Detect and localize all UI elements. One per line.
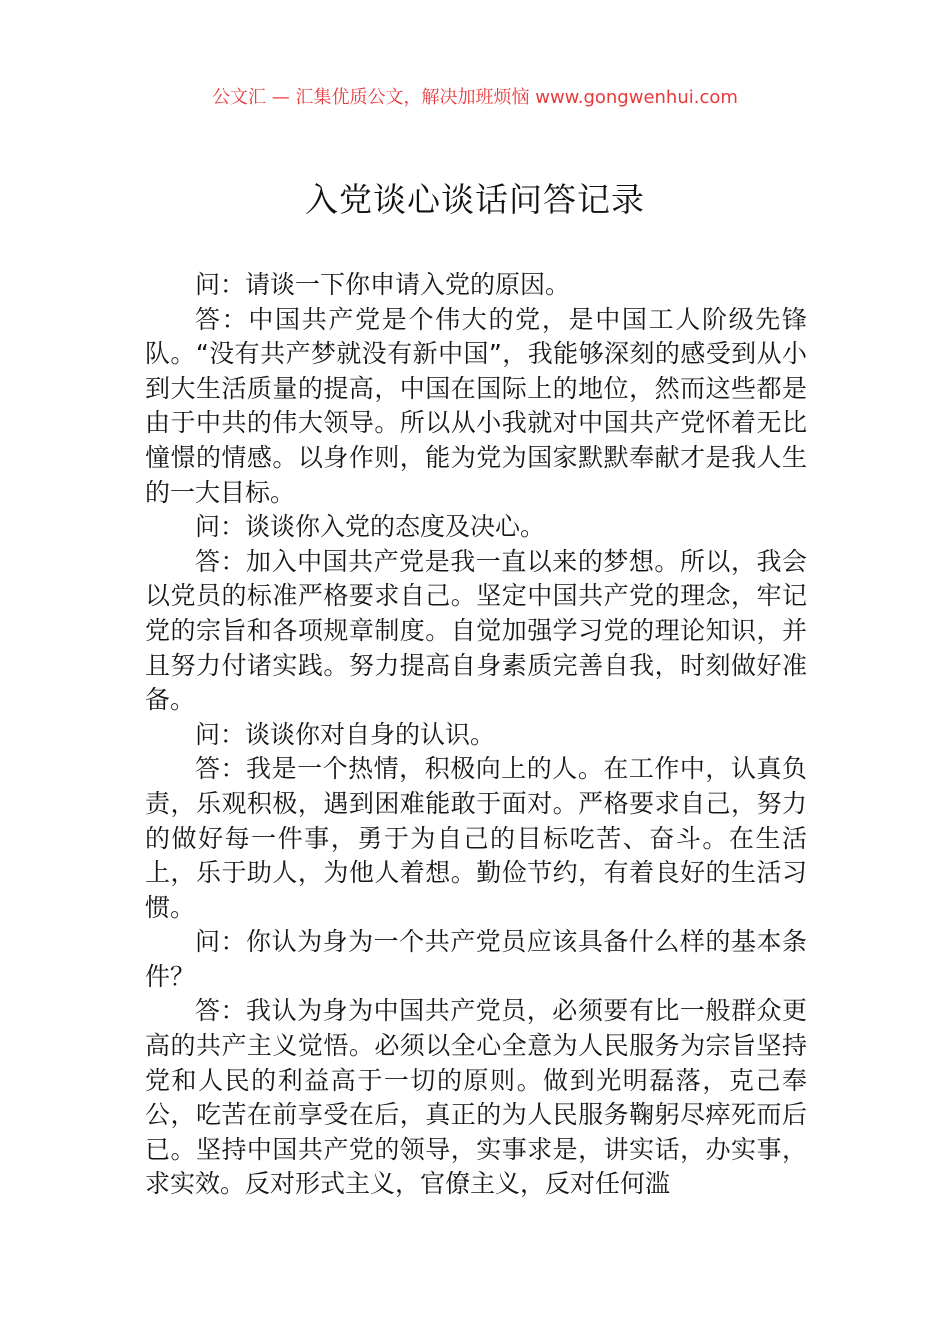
question-3: 问：谈谈你对自身的认识。 bbox=[195, 719, 496, 749]
answer-2: 答：加入中国共产党是我一直以来的梦想。所以，我会以党员的标准严格要求自己。坚定中国共产党的理念，牢记党的宗旨和各项规章制度。自觉加强学习党的理论知识，并且努力付诸实践。努力提高自身素质完善自我，时刻做好准备。 bbox=[145, 546, 807, 715]
document-title: 入党谈心谈话问答记录 bbox=[305, 180, 645, 219]
answer-1: 答：中国共产党是个伟大的党，是中国工人阶级先锋队。“没有共产梦就没有新中国”，我能够深刻的感受到从小到大生活质量的提高，中国在国际上的地位，然而这些都是由于中共的伟大领导。所以从小我就对中国共产党怀着无比憧憬的情感。以身作则，能为党为国家默默奉献才是我人生的一大目标。 bbox=[145, 304, 807, 507]
question-1: 问：请谈一下你申请入党的原因。 bbox=[195, 270, 571, 299]
document-body bbox=[145, 268, 807, 1202]
question-2: 问：谈谈你入党的态度及决心。 bbox=[195, 512, 546, 542]
question-4: 问：你认为身为一个共产党员应该具备什么样的基本条件？ bbox=[145, 927, 807, 991]
site-header-banner: 公文汇 — 汇集优质公文，解决加班烦恼 www.gongwenhui.com bbox=[212, 87, 738, 108]
answer-4: 答：我认为身为中国共产党员，必须要有比一般群众更高的共产主义觉悟。必须以全心全意为人民服务为宗旨坚持党和人民的利益高于一切的原则。做到光明磊落，克己奉公，吃苦在前享受在后，真正的为人民服务鞠躬尽瘁死而后已。坚持中国共产党的领导，实事求是，讲实话，办实事，求实效。反对形式主义，官僚主义，反对任何滥 bbox=[145, 996, 807, 1199]
answer-3: 答：我是一个热情，积极向上的人。在工作中，认真负责，乐观积极，遇到困难能敢于面对。严格要求自己，努力的做好每一件事，勇于为自己的目标吃苦、奋斗。在生活上，乐于助人，为他人着想。勤俭节约，有着良好的生活习惯。 bbox=[145, 754, 807, 922]
